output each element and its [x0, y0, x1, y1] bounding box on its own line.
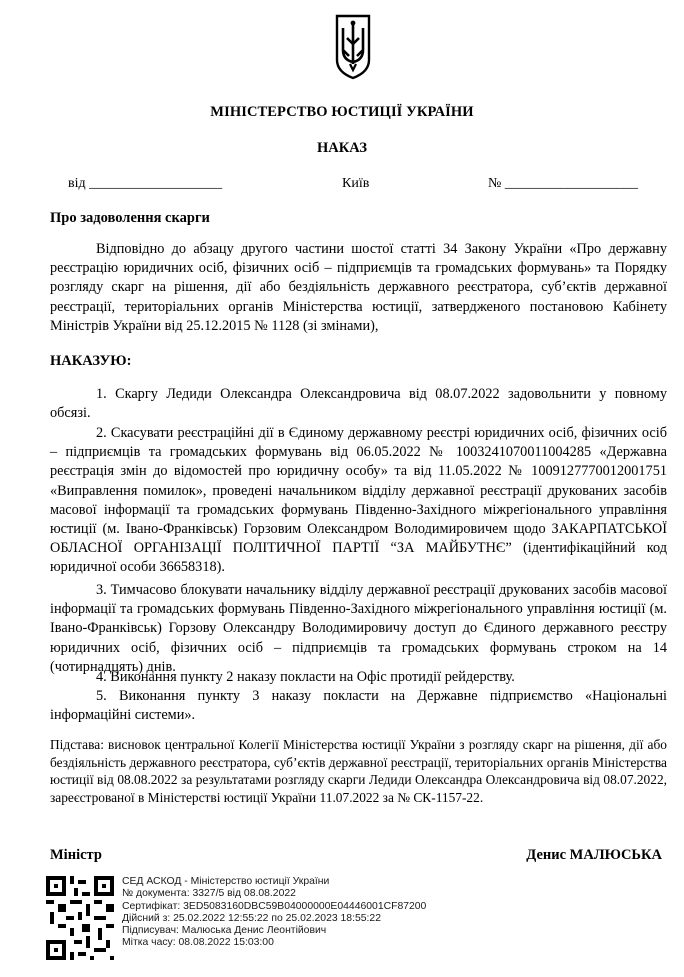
order-item-2: 2. Скасувати реєстраційні дії в Єдиному державному реєстрі юридичних осіб, фізичних осіб – підприємців та громадських формувань від 06.05.2022 № 1003241070011004285 «Державна реєстрація змін до відомостей про юридичну особу» та від 11.05.2022 № 1009127770012001751 «Виправлення помилок», проведені начальником відділу державної реєстрації друкованих засобів масової інформації та громадських формувань Південно-Західного міжрегіонального управління юстиції (м. Івано-Франківськ) Горзовим Олександром Володимировичем щодо ЗАКАРПАТСЬКОЇ ОБЛАСНОЇ ОРГАНІЗАЦІЇ ПОЛІТИЧНОЇ ПАРТІЇ “ЗА МАЙБУТНЄ” (ідентифікаційний код юридичної особи 36658318).: [50, 425, 667, 576]
order-item-3: 3. Тимчасово блокувати начальнику відділу державної реєстрації друкованих засобів масової інформації та громадських формувань Південно-Західного міжрегіонального управління юстиції (м. Івано-Франківськ) Горзову Олександру Володимировичу доступ до Єдиного державного реєстру юридичних осіб, фізичних осіб – підприємців та громадських формувань строком на 14 (чотирнадцять) днів.: [50, 582, 667, 675]
order-subject: Про задоволення скарги: [50, 210, 210, 226]
stamp-validity: Дійсний з: 25.02.2022 12:55:22 по 25.02.2023 18:55:22: [122, 912, 381, 924]
stamp-document-number: № документа: 3327/5 від 08.08.2022: [122, 888, 296, 900]
stamp-certificate: Сертифікат: 3ED5083160DBC59B04000000E04446001CF87200: [122, 900, 427, 912]
city: Київ: [342, 176, 370, 191]
stamp-signer: Підписувач: Малюська Денис Леонтійович: [122, 925, 327, 937]
electronic-signature-stamp: [122, 876, 426, 950]
stamp-timestamp: Мітка часу: 08.08.2022 15:03:00: [122, 937, 274, 949]
signatory-position: Міністр: [50, 847, 102, 863]
coat-of-arms-icon: [333, 14, 373, 80]
basis-note: Підстава: висновок центральної Колегії Міністерства юстиції України з розгляду скарг на рішення, дії або бездіяльність державного реєстратора, суб’єктів державної реєстрації, територіальних органів Міністерства юстиції від 08.08.2022 за результатами розгляду скарги Ледиди Олександра Олександровича від 08.07.2022, зареєстрованої в Міністерстві юстиції України 11.07.2022 за № СК-1157-22.: [50, 737, 667, 805]
order-item-1: 1. Скаргу Ледиди Олександра Олександровича від 08.07.2022 задовольнити у повному обсязі.: [50, 386, 667, 422]
date-field: від ___________________: [68, 176, 223, 191]
order-item-5: 5. Виконання пункту 3 наказу покласти на Державне підприємство «Національні інформаційні системи».: [50, 688, 667, 724]
stamp-system: СЕД АСКОД - Міністерство юстиції України: [122, 876, 330, 887]
ministry-name: МІНІСТЕРСТВО ЮСТИЦІЇ УКРАЇНИ: [210, 104, 474, 120]
number-field: № ___________________: [488, 176, 638, 191]
order-item-4: 4. Виконання пункту 2 наказу покласти на Офіс протидії рейдерству.: [96, 669, 515, 685]
document-type: НАКАЗ: [316, 140, 368, 156]
signatory-name: Денис МАЛЮСЬКА: [526, 847, 662, 863]
qr-code-icon: [46, 876, 114, 960]
order-heading: НАКАЗУЮ:: [50, 353, 132, 369]
preamble-paragraph: Відповідно до абзацу другого частини шостої статті 34 Закону України «Про державну реєстрацію юридичних осіб, фізичних осіб – підприємців та громадських формувань» та Порядку розгляду скарг на рішення, дії або бездіяльність державного реєстратора, суб’єктів державної реєстрації, територіальних органів Міністерства юстиції, затвердженого постановою Кабінету Міністрів України від 25.12.2015 № 1128 (зі змінами),: [50, 241, 667, 334]
